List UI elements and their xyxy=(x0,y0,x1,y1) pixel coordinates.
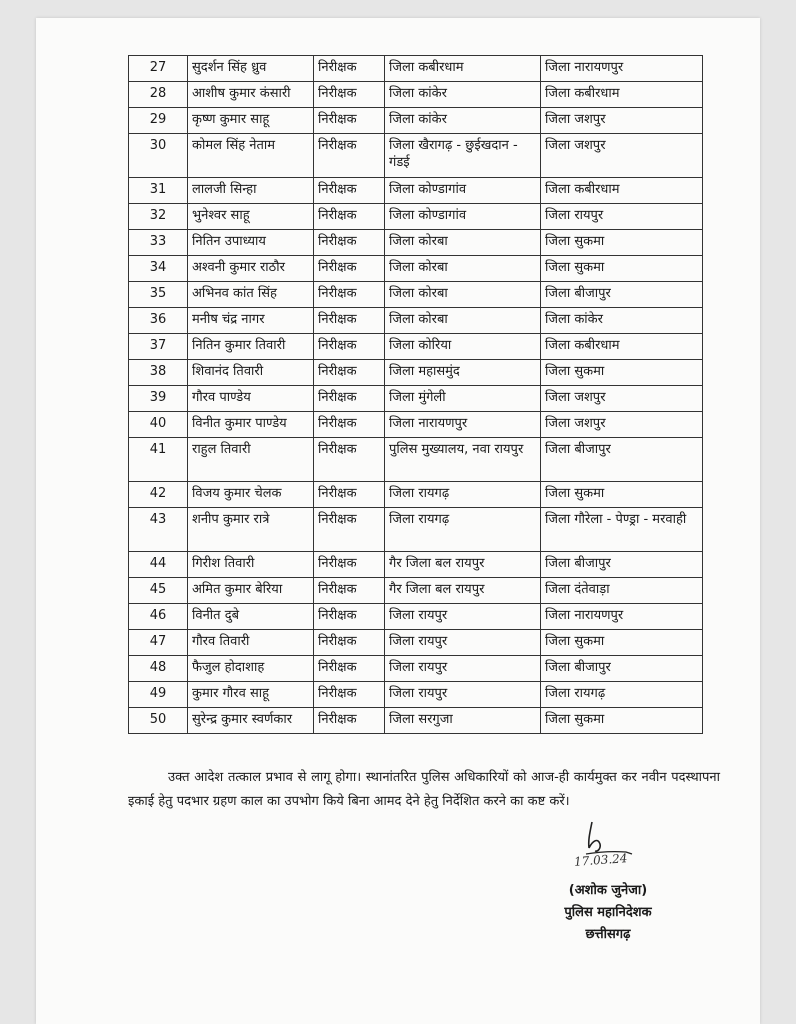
new-posting-cell: जिला दंतेवाड़ा xyxy=(541,578,703,604)
signature-date: 17.03.24 xyxy=(573,851,628,869)
current-posting-cell: जिला रायगढ़ xyxy=(385,508,541,552)
new-posting-cell: जिला गौरेला - पेण्ड्रा - मरवाही xyxy=(541,508,703,552)
new-posting-cell: जिला बीजापुर xyxy=(541,438,703,482)
new-posting-cell: जिला रायपुर xyxy=(541,204,703,230)
officer-name-cell: विजय कुमार चेलक xyxy=(188,482,314,508)
rank-cell: निरीक्षक xyxy=(314,178,385,204)
table-row xyxy=(129,412,703,438)
new-posting-cell: जिला नारायणपुर xyxy=(541,604,703,630)
table-row xyxy=(129,56,703,82)
officer-name-cell: गौरव पाण्डेय xyxy=(188,386,314,412)
current-posting-cell: जिला रायपुर xyxy=(385,604,541,630)
table-row xyxy=(129,308,703,334)
current-posting-cell: गैर जिला बल रायपुर xyxy=(385,552,541,578)
table-row xyxy=(129,604,703,630)
serial-number-cell: 43 xyxy=(129,508,188,552)
rank-cell: निरीक्षक xyxy=(314,256,385,282)
rank-cell: निरीक्षक xyxy=(314,552,385,578)
new-posting-cell: जिला बीजापुर xyxy=(541,282,703,308)
rank-cell: निरीक्षक xyxy=(314,56,385,82)
officer-name-cell: नितिन उपाध्याय xyxy=(188,230,314,256)
officer-name-cell: विनीत दुबे xyxy=(188,604,314,630)
table-row xyxy=(129,438,703,482)
current-posting-cell: जिला रायपुर xyxy=(385,656,541,682)
officer-name-cell: मनीष चंद्र नागर xyxy=(188,308,314,334)
current-posting-cell: जिला कोरबा xyxy=(385,308,541,334)
officer-name-cell: लालजी सिन्हा xyxy=(188,178,314,204)
order-note: उक्त आदेश तत्काल प्रभाव से लागू होगा। स्थानांतरित पुलिस अधिकारियों को आज-ही कार्यमुक्त कर नवीन पदस्थापना इकाई हेतु पदभार ग्रहण काल का उपभोग किये बिना आमद देने हेतु निर्देशित करने का कष्ट करें। xyxy=(128,770,720,809)
serial-number-cell: 30 xyxy=(129,134,188,178)
officer-name-cell: शिवानंद तिवारी xyxy=(188,360,314,386)
current-posting-cell: जिला रायगढ़ xyxy=(385,482,541,508)
serial-number-cell: 32 xyxy=(129,204,188,230)
new-posting-cell: जिला सुकमा xyxy=(541,708,703,734)
serial-number-cell: 36 xyxy=(129,308,188,334)
current-posting-cell: जिला सरगुजा xyxy=(385,708,541,734)
serial-number-cell: 28 xyxy=(129,82,188,108)
officer-name-cell: अभिनव कांत सिंह xyxy=(188,282,314,308)
officer-name-cell: विनीत कुमार पाण्डेय xyxy=(188,412,314,438)
table-row xyxy=(129,82,703,108)
rank-cell: निरीक्षक xyxy=(314,360,385,386)
serial-number-cell: 45 xyxy=(129,578,188,604)
serial-number-cell: 47 xyxy=(129,630,188,656)
current-posting-cell: जिला कांकेर xyxy=(385,108,541,134)
current-posting-cell: जिला महासमुंद xyxy=(385,360,541,386)
rank-cell: निरीक्षक xyxy=(314,108,385,134)
new-posting-cell: जिला रायगढ़ xyxy=(541,682,703,708)
current-posting-cell: जिला मुंगेली xyxy=(385,386,541,412)
table-row xyxy=(129,230,703,256)
rank-cell: निरीक्षक xyxy=(314,578,385,604)
signatory-designation: पुलिस महानिदेशक xyxy=(564,905,652,920)
current-posting-cell: जिला रायपुर xyxy=(385,630,541,656)
table-row xyxy=(129,360,703,386)
signature-drawing xyxy=(548,818,668,880)
table-row xyxy=(129,708,703,734)
current-posting-cell: जिला कांकेर xyxy=(385,82,541,108)
new-posting-cell: जिला कबीरधाम xyxy=(541,334,703,360)
current-posting-cell: जिला कोण्डागांव xyxy=(385,178,541,204)
table-row xyxy=(129,178,703,204)
table-row xyxy=(129,482,703,508)
serial-number-cell: 34 xyxy=(129,256,188,282)
rank-cell: निरीक्षक xyxy=(314,334,385,360)
officer-name-cell: कोमल सिंह नेताम xyxy=(188,134,314,178)
rank-cell: निरीक्षक xyxy=(314,630,385,656)
serial-number-cell: 35 xyxy=(129,282,188,308)
serial-number-cell: 31 xyxy=(129,178,188,204)
rank-cell: निरीक्षक xyxy=(314,438,385,482)
rank-cell: निरीक्षक xyxy=(314,508,385,552)
serial-number-cell: 40 xyxy=(129,412,188,438)
table-row xyxy=(129,282,703,308)
new-posting-cell: जिला सुकमा xyxy=(541,360,703,386)
new-posting-cell: जिला जशपुर xyxy=(541,386,703,412)
table-row xyxy=(129,386,703,412)
rank-cell: निरीक्षक xyxy=(314,412,385,438)
rank-cell: निरीक्षक xyxy=(314,134,385,178)
serial-number-cell: 42 xyxy=(129,482,188,508)
new-posting-cell: जिला नारायणपुर xyxy=(541,56,703,82)
new-posting-cell: जिला बीजापुर xyxy=(541,656,703,682)
new-posting-cell: जिला सुकमा xyxy=(541,482,703,508)
table-row xyxy=(129,204,703,230)
current-posting-cell: जिला कबीरधाम xyxy=(385,56,541,82)
signatory-state: छत्तीसगढ़ xyxy=(585,927,631,942)
current-posting-cell: गैर जिला बल रायपुर xyxy=(385,578,541,604)
current-posting-cell: जिला कोण्डागांव xyxy=(385,204,541,230)
serial-number-cell: 49 xyxy=(129,682,188,708)
serial-number-cell: 29 xyxy=(129,108,188,134)
new-posting-cell: जिला कांकेर xyxy=(541,308,703,334)
new-posting-cell: जिला सुकमा xyxy=(541,230,703,256)
current-posting-cell: जिला रायपुर xyxy=(385,682,541,708)
table-row xyxy=(129,552,703,578)
current-posting-cell: जिला नारायणपुर xyxy=(385,412,541,438)
current-posting-cell: जिला कोरबा xyxy=(385,256,541,282)
signatory-name: (अशोक जुनेजा) xyxy=(568,883,648,898)
officer-name-cell: राहुल तिवारी xyxy=(188,438,314,482)
serial-number-cell: 46 xyxy=(129,604,188,630)
new-posting-cell: जिला बीजापुर xyxy=(541,552,703,578)
officer-name-cell: गिरीश तिवारी xyxy=(188,552,314,578)
current-posting-cell: जिला कोरबा xyxy=(385,282,541,308)
officer-name-cell: सुदर्शन सिंह ध्रुव xyxy=(188,56,314,82)
table-row xyxy=(129,630,703,656)
table-row xyxy=(129,256,703,282)
new-posting-cell: जिला जशपुर xyxy=(541,134,703,178)
rank-cell: निरीक्षक xyxy=(314,604,385,630)
current-posting-cell: जिला कोरिया xyxy=(385,334,541,360)
table-row xyxy=(129,578,703,604)
officer-name-cell: भुनेश्वर साहू xyxy=(188,204,314,230)
officer-name-cell: अश्वनी कुमार राठौर xyxy=(188,256,314,282)
serial-number-cell: 50 xyxy=(129,708,188,734)
officer-name-cell: सुरेन्द्र कुमार स्वर्णकार xyxy=(188,708,314,734)
serial-number-cell: 41 xyxy=(129,438,188,482)
officer-name-cell: कृष्ण कुमार साहू xyxy=(188,108,314,134)
officer-name-cell: फैजुल होदाशाह xyxy=(188,656,314,682)
serial-number-cell: 44 xyxy=(129,552,188,578)
table-row xyxy=(129,682,703,708)
current-posting-cell: पुलिस मुख्यालय, नवा रायपुर xyxy=(385,438,541,482)
rank-cell: निरीक्षक xyxy=(314,682,385,708)
table-row xyxy=(129,656,703,682)
rank-cell: निरीक्षक xyxy=(314,230,385,256)
serial-number-cell: 39 xyxy=(129,386,188,412)
officer-name-cell: आशीष कुमार कंसारी xyxy=(188,82,314,108)
officer-name-cell: शनीप कुमार रात्रे xyxy=(188,508,314,552)
new-posting-cell: जिला कबीरधाम xyxy=(541,82,703,108)
current-posting-cell: जिला खैरागढ़ - छुईखदान - गंडई xyxy=(385,134,541,178)
officer-name-cell: अमित कुमार बेरिया xyxy=(188,578,314,604)
current-posting-cell: जिला कोरबा xyxy=(385,230,541,256)
serial-number-cell: 27 xyxy=(129,56,188,82)
officer-name-cell: कुमार गौरव साहू xyxy=(188,682,314,708)
rank-cell: निरीक्षक xyxy=(314,386,385,412)
officer-name-cell: गौरव तिवारी xyxy=(188,630,314,656)
rank-cell: निरीक्षक xyxy=(314,282,385,308)
handwritten-signature xyxy=(548,818,668,880)
rank-cell: निरीक्षक xyxy=(314,82,385,108)
new-posting-cell: जिला जशपुर xyxy=(541,108,703,134)
transfer-table xyxy=(128,55,703,734)
table-row xyxy=(129,508,703,552)
serial-number-cell: 33 xyxy=(129,230,188,256)
rank-cell: निरीक्षक xyxy=(314,656,385,682)
table-row xyxy=(129,334,703,360)
table-row xyxy=(129,108,703,134)
new-posting-cell: जिला जशपुर xyxy=(541,412,703,438)
serial-number-cell: 37 xyxy=(129,334,188,360)
new-posting-cell: जिला कबीरधाम xyxy=(541,178,703,204)
transfer-table-body xyxy=(129,56,703,734)
serial-number-cell: 38 xyxy=(129,360,188,386)
officer-name-cell: नितिन कुमार तिवारी xyxy=(188,334,314,360)
rank-cell: निरीक्षक xyxy=(314,482,385,508)
rank-cell: निरीक्षक xyxy=(314,308,385,334)
new-posting-cell: जिला सुकमा xyxy=(541,630,703,656)
rank-cell: निरीक्षक xyxy=(314,708,385,734)
table-row xyxy=(129,134,703,178)
serial-number-cell: 48 xyxy=(129,656,188,682)
new-posting-cell: जिला सुकमा xyxy=(541,256,703,282)
signatory-block xyxy=(548,880,668,946)
rank-cell: निरीक्षक xyxy=(314,204,385,230)
